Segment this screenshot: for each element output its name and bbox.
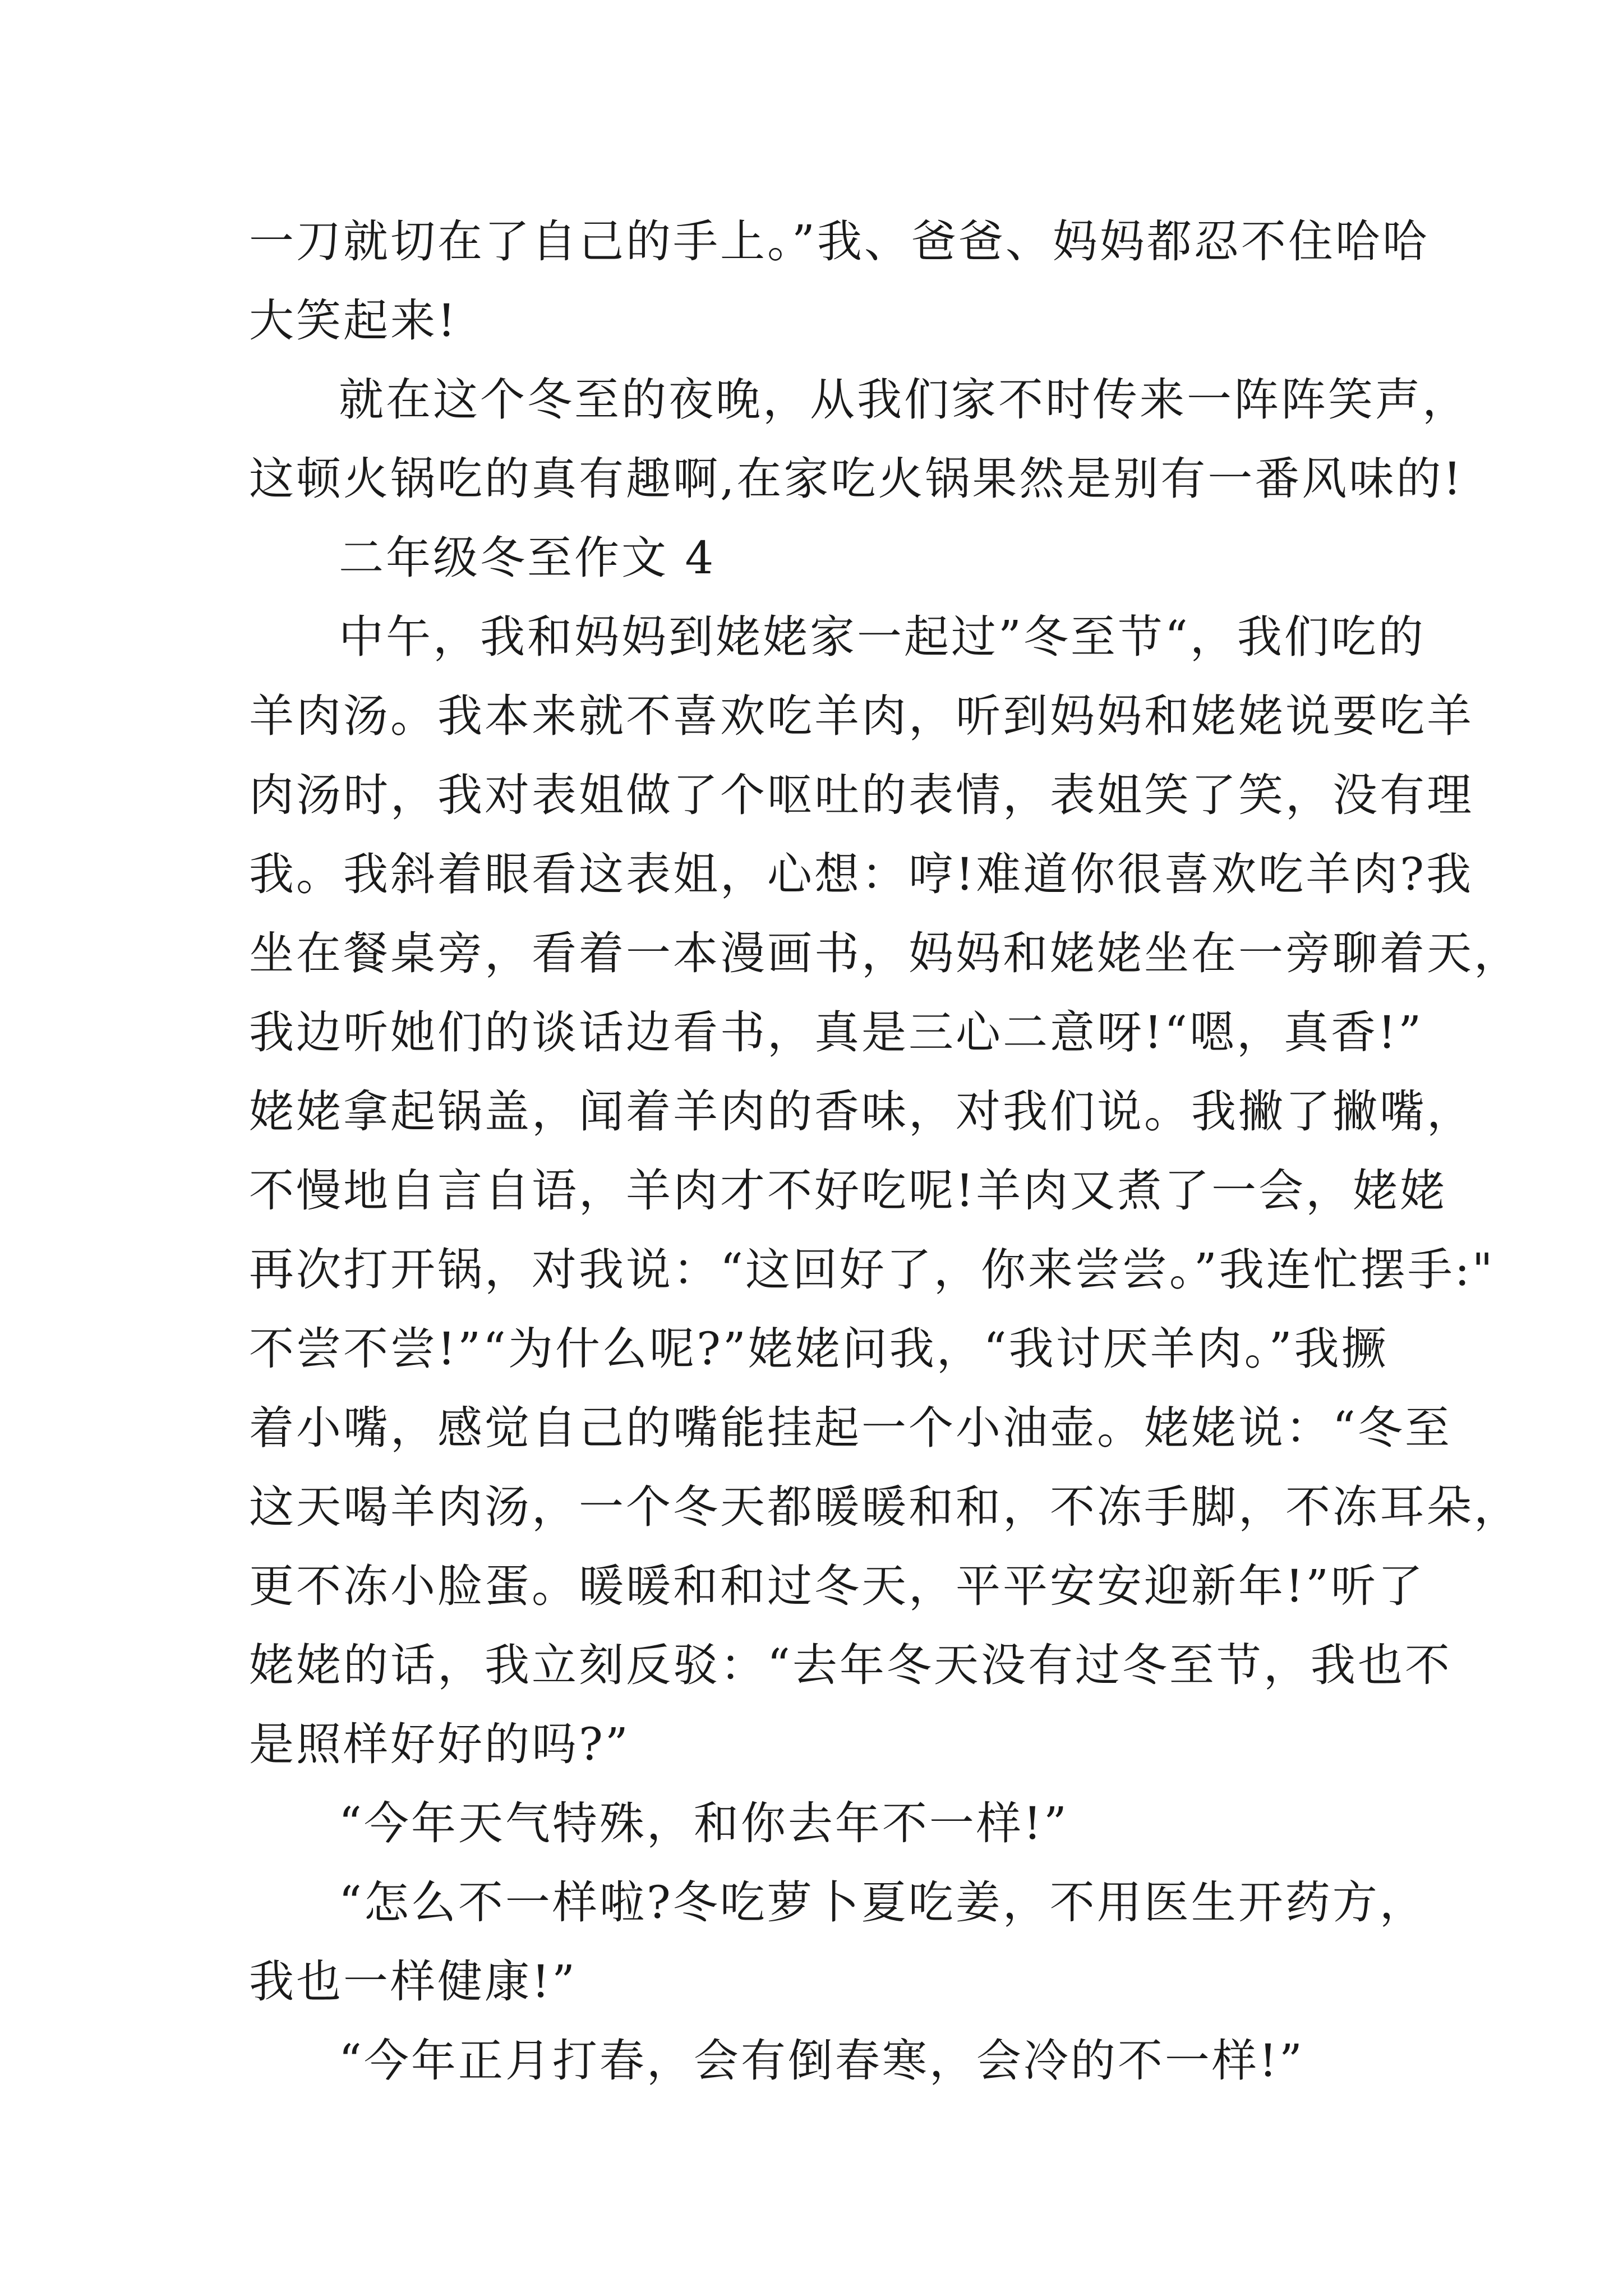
text-line: 是照样好好的吗?” xyxy=(249,1718,630,1770)
text-line: 我边听她们的谈话边看书，真是三心二意呀!“嗯，真香!” xyxy=(249,1006,1424,1059)
text-line: 着小嘴，感觉自己的嘴能挂起一个小油壶。姥姥说：“冬至 xyxy=(249,1402,1452,1454)
text-line: 中午，我和妈妈到姥姥家一起过”冬至节“，我们吃的 xyxy=(339,611,1426,663)
text-line: 我。我斜着眼看这表姐，心想：哼!难道你很喜欢吃羊肉?我 xyxy=(249,848,1474,900)
text-line: 我也一样健康!” xyxy=(249,1955,578,2008)
text-line: 大笑起来! xyxy=(249,295,458,347)
document-body xyxy=(249,202,1521,2100)
text-line: 这天喝羊肉汤，一个冬天都暖暖和和，不冻手脚，不冻耳朵， xyxy=(249,1481,1521,1533)
text-line: 姥姥的话，我立刻反驳：“去年冬天没有过冬至节，我也不 xyxy=(249,1639,1452,1691)
text-line: 坐在餐桌旁，看着一本漫画书，妈妈和姥姥坐在一旁聊着天， xyxy=(249,927,1521,979)
text-line: 不尝不尝!”“为什么呢?”姥姥问我，“我讨厌羊肉。”我撅 xyxy=(249,1323,1389,1375)
text-line: 肉汤时，我对表姐做了个呕吐的表情，表姐笑了笑，没有理 xyxy=(249,769,1474,821)
text-line: 羊肉汤。我本来就不喜欢吃羊肉，听到妈妈和姥姥说要吃羊 xyxy=(249,690,1474,742)
text-line: 就在这个冬至的夜晚，从我们家不时传来一阵阵笑声， xyxy=(339,374,1469,426)
text-line: “今年天气特殊，和你去年不一样!” xyxy=(339,1797,1069,1849)
text-line: 二年级冬至作文 4 xyxy=(339,532,716,584)
text-line: “今年正月打春，会有倒春寒，会冷的不一样!” xyxy=(339,2035,1304,2087)
text-line: 更不冻小脸蛋。暖暖和和过冬天，平平安安迎新年!”听了 xyxy=(249,1560,1426,1612)
text-line: 姥姥拿起锅盖，闻着羊肉的香味，对我们说。我撇了撇嘴， xyxy=(249,1085,1474,1138)
text-line: 不慢地自言自语，羊肉才不好吃呢!羊肉又煮了一会，姥姥 xyxy=(249,1165,1447,1217)
text-line: 再次打开锅，对我说：“这回好了，你来尝尝。”我连忙摆手:" xyxy=(249,1244,1495,1296)
text-line: “怎么不一样啦?冬吃萝卜夏吃姜，不用医生开药方， xyxy=(339,1876,1427,1929)
text-line: 一刀就切在了自己的手上。”我、爸爸、妈妈都忍不住哈哈 xyxy=(249,215,1430,268)
text-line: 这顿火锅吃的真有趣啊,在家吃火锅果然是别有一番风味的! xyxy=(249,453,1464,505)
